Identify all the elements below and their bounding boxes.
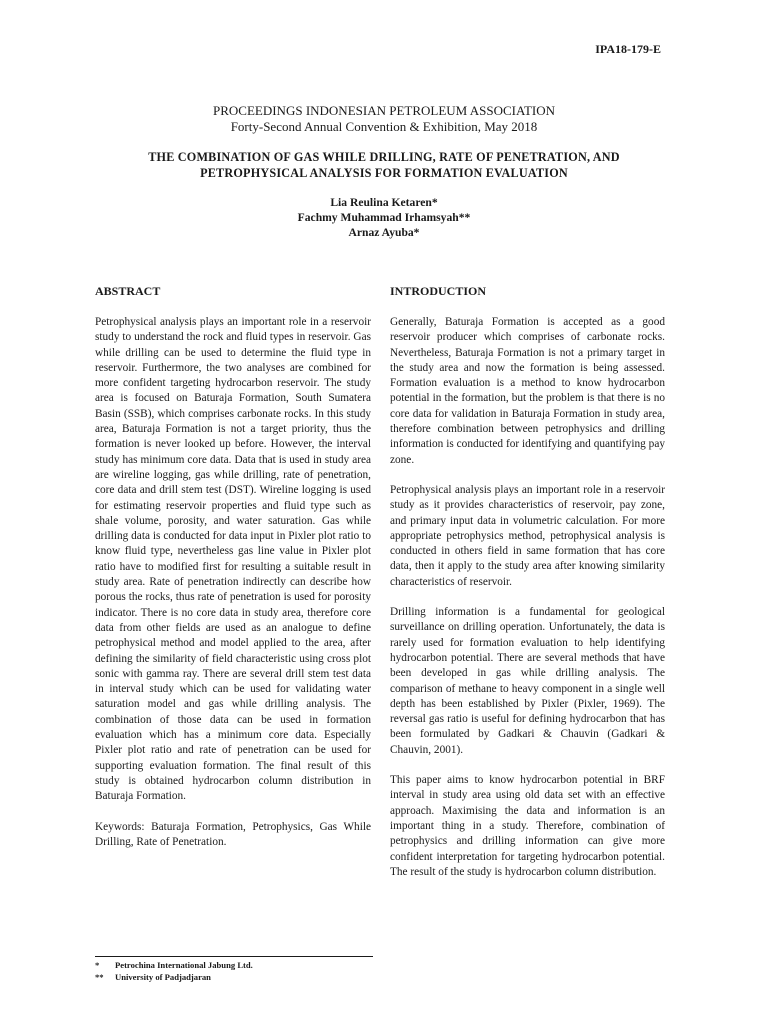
introduction-paragraph: This paper aims to know hydrocarbon potential in BRF interval in study area using old data set with an effective approach. Maximising the data and information is an important thing in a study. Therefore, combination of petrophysics and drilling information can give more confident interpretation for targeting hydrocarbon potential. The result of the study is hydrocarbon column distribution.: [390, 774, 665, 878]
footnote-affiliation: Petrochina International Jabung Ltd.: [115, 960, 253, 970]
organization-name: PROCEEDINGS INDONESIAN PETROLEUM ASSOCIATION: [213, 103, 555, 118]
introduction-paragraph: Generally, Baturaja Formation is accepted as a good reservoir producer which comprises of carbonate rocks. Nevertheless, Baturaja Formation is not a primary target in the study area and now the formation is being assessed. Formation evaluation is a method to know hydrocarbon potential in the formation, but the problem is that there is no core data for validation in Baturaja Formation in study area, therefore combination between petrophysics and drilling information is conducted for identifying and quantifying pay zone.: [390, 316, 665, 466]
author: Arnaz Ayuba*: [348, 226, 420, 239]
title-line-2: PETROPHYSICAL ANALYSIS FOR FORMATION EVALUATION: [200, 166, 568, 180]
footnotes: [95, 959, 385, 983]
footnote-affiliation: University of Padjadjaran: [115, 972, 211, 982]
abstract-heading: ABSTRACT: [95, 284, 161, 298]
introduction-paragraph: Drilling information is a fundamental for geological surveillance on drilling operation. Unfortunately, the data is rarely used for formation evaluation to help identifying hydrocarbon potential. There are several methods that have been developed in gas while drilling analysis. The comparison of methane to heavy component in a single well depth has been established by Pixler (Pixler, 1969). The reversal gas ratio is useful for defining hydrocarbon that has been formulated by Gadkari & Chauvin (Gadkari & Chauvin, 2001).: [390, 606, 665, 756]
author: Lia Reulina Ketaren*: [330, 196, 438, 209]
paper-id: IPA18-179-E: [595, 42, 661, 56]
abstract-column: [95, 284, 371, 865]
paper-header: [0, 103, 768, 240]
title-line-1: THE COMBINATION OF GAS WHILE DRILLING, RATE OF PENETRATION, AND: [148, 150, 620, 164]
author-list: [0, 195, 768, 240]
footnote-divider: [95, 956, 373, 957]
introduction-column: [390, 284, 665, 895]
conference-name: Forty-Second Annual Convention & Exhibition, May 2018: [230, 119, 538, 134]
footnote-mark: **: [95, 972, 104, 982]
footnote: [95, 959, 385, 971]
paper-title: [0, 149, 768, 181]
abstract-body: Petrophysical analysis plays an important role in a reservoir study to understand the rock and fluid types in reservoir. Gas while drilling can be used to determine the fluid type in reservoir. Furthermore, the two analyses are combined for more confident targeting hydrocarbon reservoir. The study area is focused on Baturaja Formation, South Sumatera Basin (SSB), which comprises carbonate rocks. In this study area, Baturaja Formation is not a target priority, thus the formation is never looked up before. However, the interval study has minimum core data. Data that is used in study area are wireline logging, gas while drilling, rate of penetration, core data and drill stem test (DST). Wireline logging is used for estimating reservoir properties and fluid type such as shale volume, porosity, and water saturation. Gas while drilling data is conducted for data input in Pixler plot ratio to know fluid type, nevertheless gas line value in Pixler plot ratio have to modified first for resulting a suitable result in study area. Rate of penetration indirectly can describe how porous the rocks, thus rate of penetration is used for porosity indicator. There is no core data in study area, therefore core data from other fields are used as an analogue to define petrophysical method and model applied to the area, after defining the similarity of field characteristic using cross plot sonic with gamma ray. There are several drill stem test data in interval study which can be used for validating water saturation model and gas while drilling analysis. The combination of those data can be used in formation evaluation which has a minimum core data. Especially Pixler plot ratio and rate of penetration can be used for supporting evaluation formation. The final result of this study is obtained hydrocarbon column distribution in Baturaja Formation.: [95, 316, 371, 803]
introduction-paragraph: Petrophysical analysis plays an important role in a reservoir study as it provides characteristics of reservoir, pay zone, and primary input data in volumetric calculation. For more appropriate petrophysics method, petrophysical analysis is conducted in others field in same formation that has core data, then it apply to the study area after knowing similarity characteristics of reservoir.: [390, 483, 665, 588]
footnote: [95, 971, 385, 983]
keywords: Keywords: Baturaja Formation, Petrophysics, Gas While Drilling, Rate of Penetration.: [95, 820, 371, 848]
footnote-mark: *: [95, 960, 100, 970]
author: Fachmy Muhammad Irhamsyah**: [297, 211, 471, 224]
introduction-heading: INTRODUCTION: [390, 284, 487, 298]
